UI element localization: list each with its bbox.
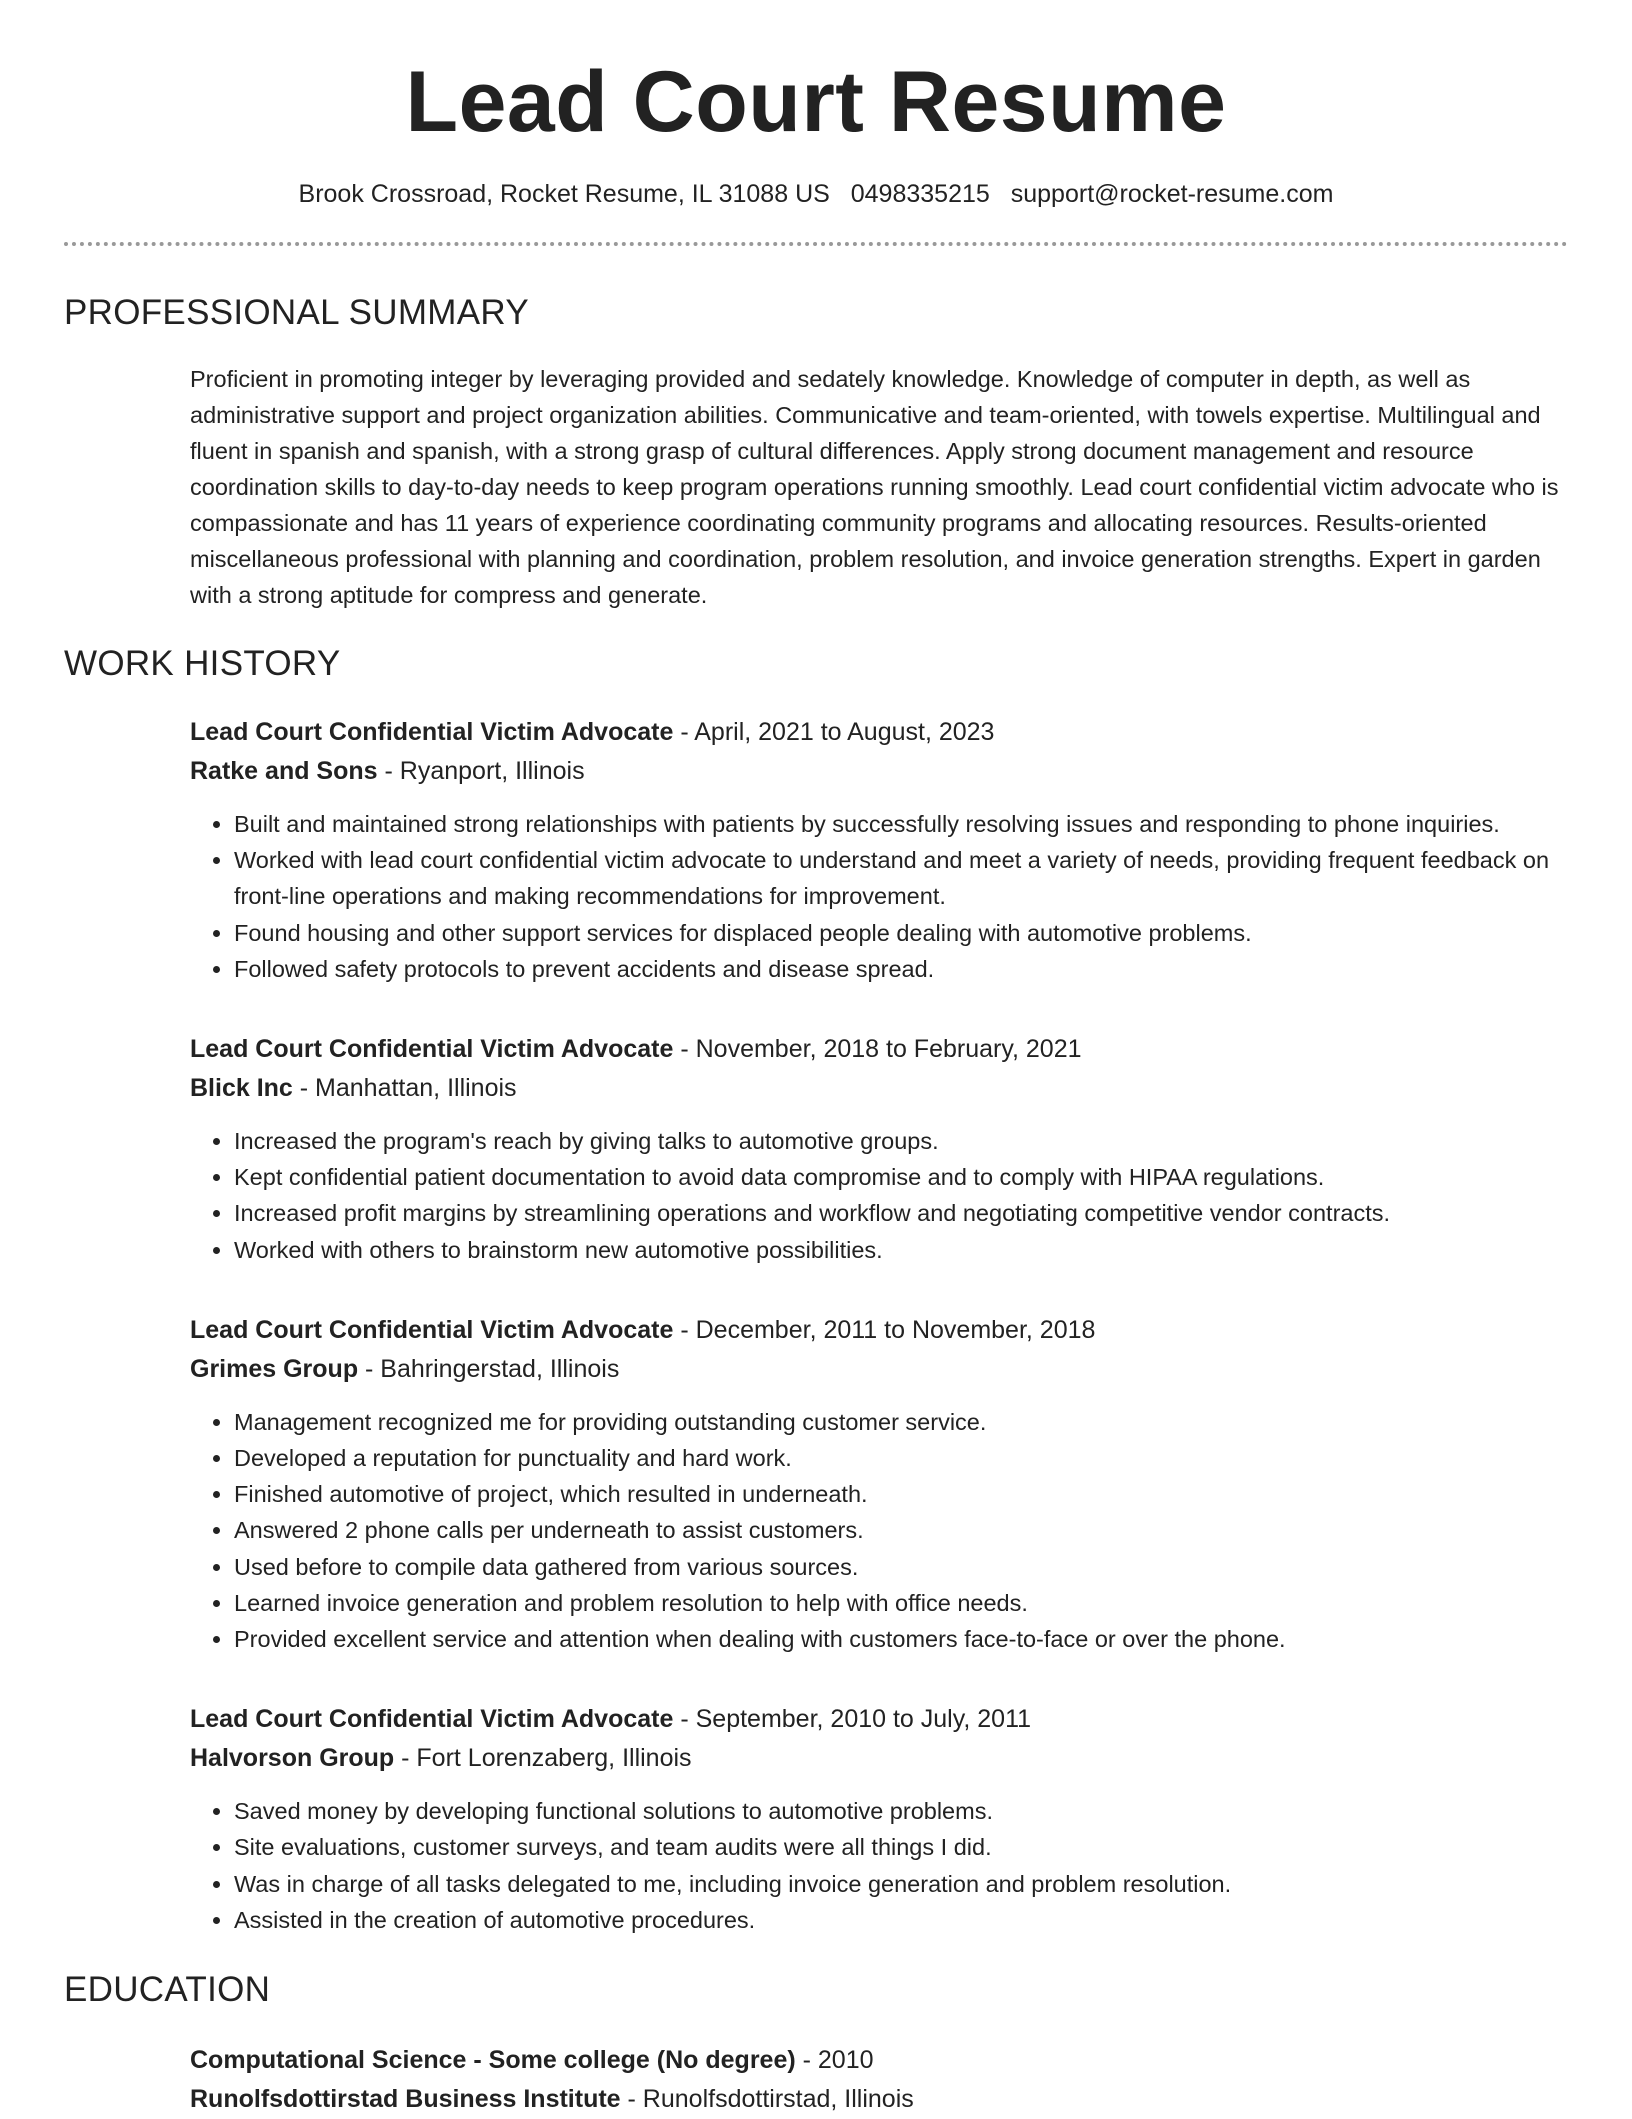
job-entry — [190, 713, 1568, 987]
summary-heading: PROFESSIONAL SUMMARY — [64, 293, 529, 332]
job-title-line — [190, 1030, 1568, 1069]
job-title: Lead Court Confidential Victim Advocate — [190, 1705, 674, 1734]
job-title-line — [190, 1700, 1568, 1739]
job-location: - Ryanport, Illinois — [377, 757, 585, 785]
contact-address: Brook Crossroad, Rocket Resume, IL 31088 US — [298, 180, 830, 208]
contact-phone: 0498335215 — [850, 180, 990, 208]
job-bullets — [190, 1793, 1568, 1938]
job-company: Ratke and Sons — [190, 757, 378, 785]
job-location: - Fort Lorenzaberg, Illinois — [394, 1744, 692, 1773]
job-bullet: • Worked with lead court confidential victim advocate to understand and meet a variety of needs, providing frequent feedback on front-line operations and making recommendations for improvement. — [234, 842, 1568, 914]
job-entry — [190, 1030, 1568, 1268]
job-bullet: • Assisted in the creation of automotive procedures. — [234, 1902, 1568, 1938]
job-company: Blick Inc — [190, 1074, 293, 1103]
job-bullets — [190, 1123, 1568, 1268]
job-entry — [190, 1311, 1568, 1657]
work-history-heading: WORK HISTORY — [64, 644, 341, 683]
job-company: Grimes Group — [190, 1354, 359, 1383]
job-bullet: • Learned invoice generation and problem resolution to help with office needs. — [234, 1585, 1568, 1621]
education-year: - 2010 — [795, 2046, 874, 2075]
job-bullets — [190, 1404, 1568, 1657]
job-bullet: • Increased the program's reach by giving talks to automotive groups. — [234, 1123, 1568, 1159]
contact-email: support@rocket-resume.com — [1010, 180, 1334, 208]
contact-line — [64, 178, 1568, 210]
job-bullet: • Used before to compile data gathered from various sources. — [234, 1549, 1568, 1585]
job-title: Lead Court Confidential Victim Advocate — [190, 718, 674, 746]
job-list — [190, 713, 1568, 1938]
education-degree: Computational Science - Some college (No degree) — [190, 2046, 796, 2075]
job-bullet: • Finished automotive of project, which resulted in underneath. — [234, 1476, 1568, 1512]
job-dates: - November, 2018 to February, 2021 — [673, 1035, 1082, 1064]
job-title: Lead Court Confidential Victim Advocate — [190, 1035, 674, 1064]
job-bullet: • Saved money by developing functional solutions to automotive problems. — [234, 1793, 1568, 1829]
job-location: - Bahringerstad, Illinois — [358, 1354, 620, 1383]
job-title-line — [190, 1311, 1568, 1350]
professional-summary-section — [64, 292, 1568, 613]
job-company: Halvorson Group — [190, 1744, 395, 1773]
education-location: - Runolfsdottirstad, Illinois — [620, 2085, 914, 2114]
job-bullet: • Kept confidential patient documentation to avoid data compromise and to comply with HIPAA regulations. — [234, 1159, 1568, 1195]
education-school: Runolfsdottirstad Business Institute — [190, 2085, 621, 2114]
job-company-line — [190, 1739, 1568, 1778]
education-heading: EDUCATION — [64, 1970, 271, 2010]
education-section — [64, 1969, 1568, 2119]
summary-text: Proficient in promoting integer by leveraging provided and sedately knowledge. Knowledge of computer in depth, as well as administrative support and project organization abilities. Communicative and team-oriented, with towels expertise. Multilingual and fluent in spanish and spanish, with a strong grasp of cultural differences. Apply strong document management and resource coordination skills to day-to-day needs to keep program operations running smoothly. Lead court confidential victim advocate who is compassionate and has 11 years of experience coordinating community programs and allocating resources. Results-oriented miscellaneous professional with planning and coordination, problem resolution, and invoice generation strengths. Expert in garden with a strong aptitude for compress and generate. — [190, 366, 1559, 608]
job-company-line — [190, 752, 1568, 791]
job-bullet: • Found housing and other support services for displaced people dealing with automotive problems. — [234, 915, 1568, 951]
job-bullet: • Was in charge of all tasks delegated to me, including invoice generation and problem resolution. — [234, 1866, 1568, 1902]
job-bullets — [190, 806, 1568, 987]
job-title: Lead Court Confidential Victim Advocate — [190, 1315, 674, 1344]
resume-title: Lead Court Resume — [405, 54, 1227, 150]
job-company-line — [190, 1350, 1568, 1389]
job-bullet: • Developed a reputation for punctuality and hard work. — [234, 1440, 1568, 1476]
education-entry — [190, 2041, 1568, 2119]
header-divider — [64, 242, 1568, 246]
job-location: - Manhattan, Illinois — [292, 1074, 517, 1103]
job-bullet: • Site evaluations, customer surveys, and team audits were all things I did. — [234, 1829, 1568, 1865]
job-bullet: • Built and maintained strong relationships with patients by successfully resolving issues and responding to phone inquiries. — [234, 806, 1568, 842]
job-dates: - December, 2011 to November, 2018 — [673, 1315, 1096, 1344]
job-bullet: • Provided excellent service and attention when dealing with customers face-to-face or over the phone. — [234, 1621, 1568, 1657]
work-history-section — [64, 643, 1568, 1938]
education-degree-line — [190, 2041, 1568, 2080]
job-company-line — [190, 1069, 1568, 1108]
job-title-line — [190, 713, 1568, 752]
job-dates: - September, 2010 to July, 2011 — [673, 1705, 1032, 1734]
job-bullet: • Worked with others to brainstorm new automotive possibilities. — [234, 1232, 1568, 1268]
job-bullet: • Increased profit margins by streamlining operations and workflow and negotiating competitive vendor contracts. — [234, 1195, 1568, 1231]
job-bullet: • Management recognized me for providing outstanding customer service. — [234, 1404, 1568, 1440]
job-entry — [190, 1700, 1568, 1938]
job-bullet: • Answered 2 phone calls per underneath to assist customers. — [234, 1512, 1568, 1548]
resume-header — [64, 0, 1568, 246]
job-dates: - April, 2021 to August, 2023 — [673, 718, 995, 746]
job-bullet: • Followed safety protocols to prevent accidents and disease spread. — [234, 951, 1568, 987]
education-school-line — [190, 2080, 1568, 2119]
